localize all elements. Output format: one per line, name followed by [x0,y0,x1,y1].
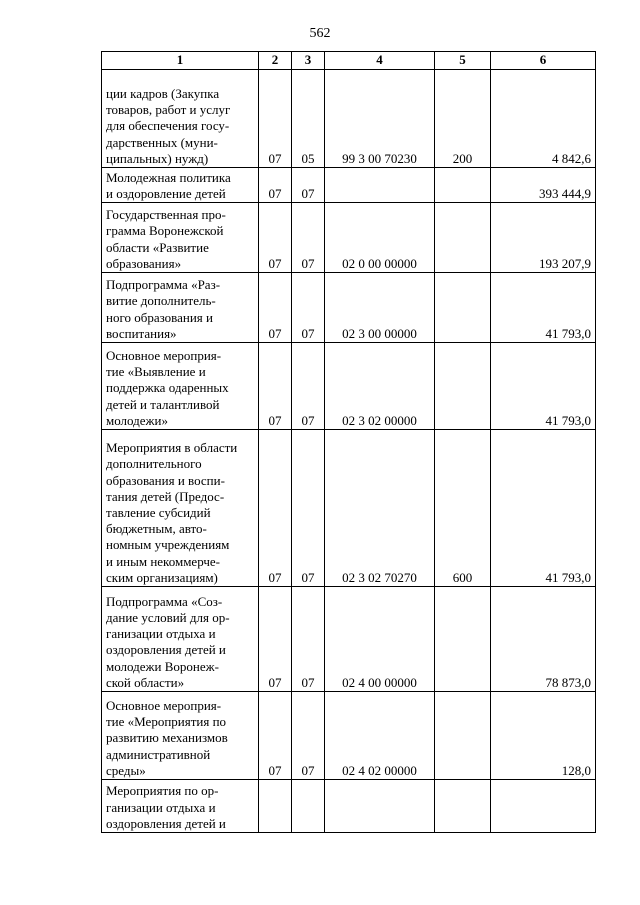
row-subsection: 07 [292,168,325,203]
table-row [102,168,596,203]
row-section: 07 [259,273,292,343]
row-amount: 41 793,0 [491,343,596,430]
row-target-code: 02 0 00 00000 [325,203,435,273]
row-section: 07 [259,168,292,203]
budget-table [101,51,596,833]
row-name: Подпрограмма «Раз- витие дополнитель- ного образования и воспитания» [102,273,259,343]
row-name: Молодежная политика и оздоровление детей [102,168,259,203]
row-target-code: 02 3 02 70270 [325,430,435,587]
row-target-code [325,168,435,203]
column-header: 3 [292,52,325,70]
table-row [102,273,596,343]
row-target-code: 02 3 02 00000 [325,343,435,430]
row-subsection: 07 [292,343,325,430]
row-amount: 393 444,9 [491,168,596,203]
row-expense-type [435,587,491,692]
table-row [102,430,596,587]
row-subsection: 07 [292,587,325,692]
row-amount: 41 793,0 [491,430,596,587]
table-row [102,70,596,168]
row-subsection: 05 [292,70,325,168]
row-amount: 4 842,6 [491,70,596,168]
row-target-code [325,780,435,833]
row-section: 07 [259,70,292,168]
row-expense-type [435,203,491,273]
row-name: Основное мероприя- тие «Мероприятия по развитию механизмов административной среды» [102,692,259,780]
column-header: 6 [491,52,596,70]
row-target-code: 99 3 00 70230 [325,70,435,168]
row-name: Мероприятия в области дополнительного образования и воспи- тания детей (Предос- тавление субсидий бюджетным, авто- номным учреждениям и иным некоммерче- ским организациям) [102,430,259,587]
row-section: 07 [259,343,292,430]
header-row [102,52,596,70]
row-expense-type [435,168,491,203]
row-section: 07 [259,587,292,692]
row-expense-type: 600 [435,430,491,587]
table-row [102,780,596,833]
table-row [102,203,596,273]
row-name: Мероприятия по ор- ганизации отдыха и оздоровления детей и [102,780,259,833]
row-amount [491,780,596,833]
row-expense-type [435,273,491,343]
row-expense-type [435,343,491,430]
row-name: Подпрограмма «Соз- дание условий для ор- ганизации отдыха и оздоровления детей и молодежи Воронеж- ской области» [102,587,259,692]
row-section: 07 [259,203,292,273]
row-name: Основное мероприя- тие «Выявление и поддержка одаренных детей и талантливой молодежи» [102,343,259,430]
row-name: ции кадров (Закупка товаров, работ и услуг для обеспечения госу- дарственных (муни- ципальных) нужд) [102,70,259,168]
row-section: 07 [259,692,292,780]
row-amount: 193 207,9 [491,203,596,273]
column-header: 2 [259,52,292,70]
row-amount: 41 793,0 [491,273,596,343]
table-row [102,692,596,780]
row-subsection [292,780,325,833]
row-target-code: 02 4 00 00000 [325,587,435,692]
row-expense-type [435,780,491,833]
table-row [102,587,596,692]
column-header: 4 [325,52,435,70]
row-subsection: 07 [292,430,325,587]
row-name: Государственная про- грамма Воронежской области «Развитие образования» [102,203,259,273]
row-expense-type: 200 [435,70,491,168]
column-header: 5 [435,52,491,70]
page-number: 562 [309,26,331,41]
row-target-code: 02 4 02 00000 [325,692,435,780]
row-subsection: 07 [292,203,325,273]
table-row [102,343,596,430]
row-amount: 128,0 [491,692,596,780]
row-section [259,780,292,833]
row-expense-type [435,692,491,780]
row-subsection: 07 [292,273,325,343]
column-header: 1 [102,52,259,70]
row-subsection: 07 [292,692,325,780]
row-target-code: 02 3 00 00000 [325,273,435,343]
row-section: 07 [259,430,292,587]
row-amount: 78 873,0 [491,587,596,692]
